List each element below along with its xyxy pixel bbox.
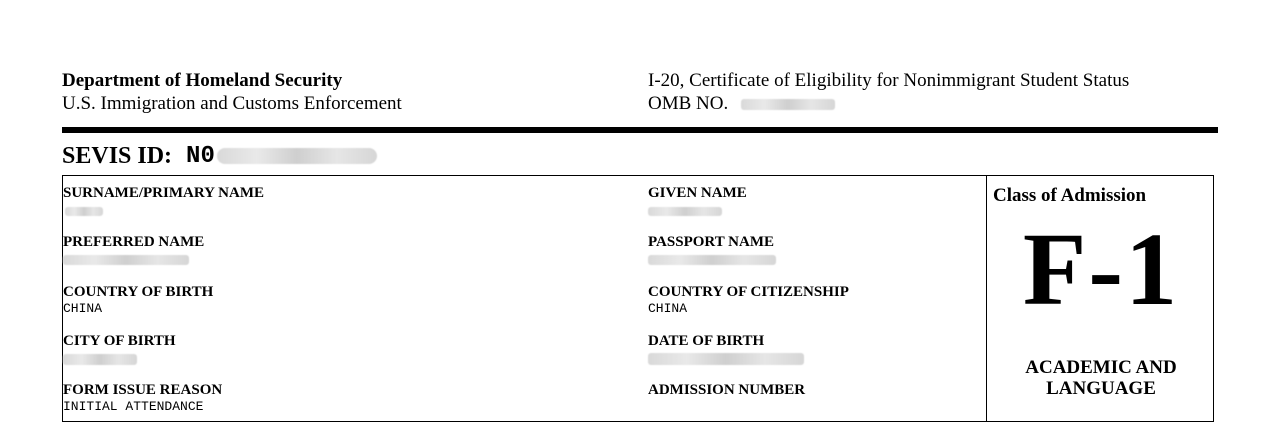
class-of-admission-value: F-1: [1022, 212, 1180, 327]
field-given-name: [648, 184, 747, 220]
country-of-birth-label: COUNTRY OF BIRTH: [63, 284, 214, 300]
class-of-admission-box: [986, 175, 1216, 422]
country-of-birth-value: CHINA: [63, 301, 103, 316]
field-admission-number: [648, 381, 805, 415]
field-preferred-name: [63, 233, 204, 269]
form-title: I-20, Certificate of Eligibility for Nonimmigrant Student Status: [648, 70, 1130, 91]
class-description-line1: ACADEMIC AND: [1025, 357, 1177, 378]
header-divider: [62, 127, 1218, 133]
field-city-of-birth: [63, 332, 176, 368]
field-country-of-citizenship: [648, 283, 849, 317]
passport-name-redacted: [648, 255, 776, 265]
given-name-label: GIVEN NAME: [648, 185, 747, 201]
preferred-name-redacted: [63, 255, 189, 265]
student-info-box: [62, 175, 1214, 422]
class-description-line2: LANGUAGE: [1046, 378, 1156, 399]
omb-label: OMB NO.: [648, 93, 729, 114]
sub-agency-name: U.S. Immigration and Customs Enforcement: [62, 93, 402, 114]
sevis-id: [62, 140, 377, 172]
class-of-admission-description: [987, 357, 1215, 399]
city-of-birth-redacted: [63, 354, 137, 365]
date-of-birth-label: DATE OF BIRTH: [648, 333, 765, 349]
form-issue-reason-label: FORM ISSUE REASON: [63, 382, 223, 398]
omb-number: [648, 92, 1248, 116]
sevis-id-label: SEVIS ID:: [62, 142, 173, 169]
sevis-id-value: N0: [186, 142, 215, 170]
preferred-name-label: PREFERRED NAME: [63, 234, 205, 250]
header-agency-block: [62, 70, 622, 116]
field-surname: [63, 184, 264, 220]
omb-number-redacted: [741, 99, 835, 110]
date-of-birth-redacted: [648, 353, 804, 365]
city-of-birth-label: CITY OF BIRTH: [63, 333, 176, 349]
passport-name-label: PASSPORT NAME: [648, 234, 775, 250]
field-date-of-birth: [648, 332, 804, 368]
given-name-redacted: [648, 207, 722, 216]
surname-redacted: [65, 207, 103, 216]
sevis-id-redacted: [217, 148, 377, 164]
admission-number-value: [648, 399, 805, 415]
agency-name: Department of Homeland Security: [62, 70, 343, 91]
header-form-block: [648, 70, 1248, 116]
country-of-citizenship-value: CHINA: [648, 301, 688, 316]
country-of-citizenship-label: COUNTRY OF CITIZENSHIP: [648, 284, 849, 300]
field-form-issue-reason: [63, 381, 222, 415]
admission-number-label: ADMISSION NUMBER: [648, 382, 806, 398]
form-issue-reason-value: INITIAL ATTENDANCE: [63, 399, 204, 414]
field-passport-name: [648, 233, 776, 269]
surname-label: SURNAME/PRIMARY NAME: [63, 185, 264, 201]
field-country-of-birth: [63, 283, 213, 317]
class-of-admission-title: Class of Admission: [993, 185, 1147, 206]
